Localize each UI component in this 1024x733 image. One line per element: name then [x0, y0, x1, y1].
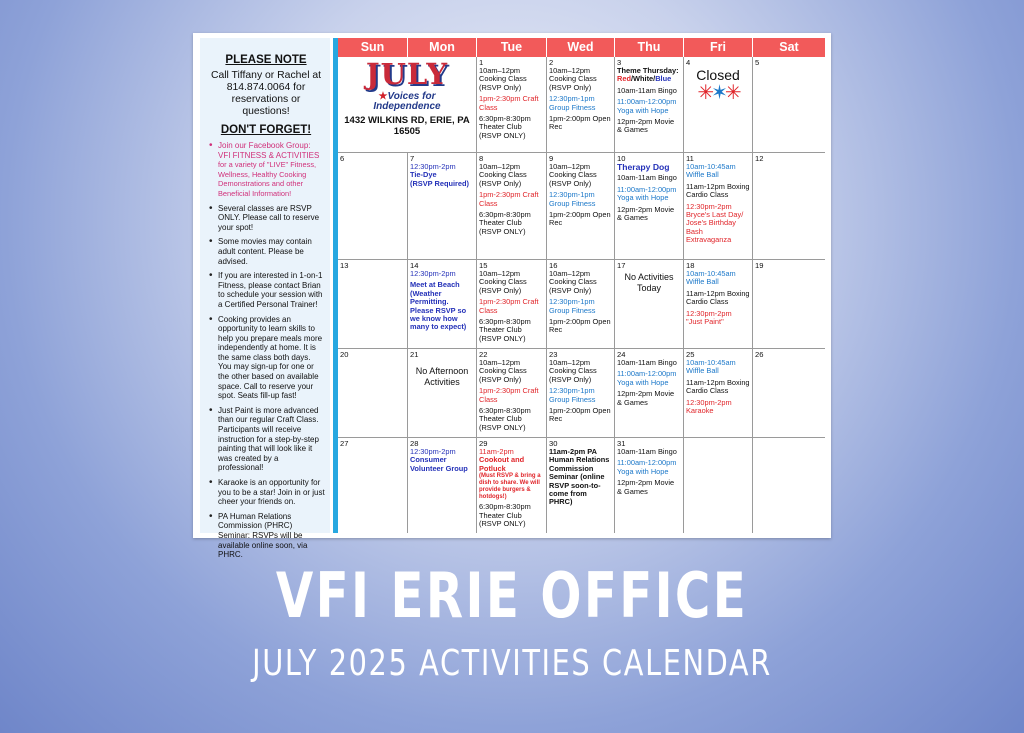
theme-label: Theme Thursday: — [617, 66, 679, 75]
closed-label: Closed — [696, 67, 740, 83]
list-item: • Cooking provides an opportunity to learn skills to help you prepare meals more independently at home. It is the same class both days. You may sign-up for one or the other based on available space. Call to reserve your spot. Seats fill-up fast! — [218, 315, 325, 401]
event: 12:30pm-2pm Bryce's Last Day/ Jose's Birthday Bash Extravaganza — [686, 201, 744, 245]
event: 10am-10:45am Wiffle Ball — [686, 162, 736, 180]
day-cell-29 — [477, 438, 547, 533]
event: 11:00am-12:00pm Yoga with Hope — [617, 97, 677, 115]
day-number: 27 — [340, 439, 349, 448]
event: 12:30pm-2pm Karaoke — [686, 397, 732, 416]
event: 12pm-2pm Movie & Games — [617, 389, 675, 407]
day-cell-4 — [684, 57, 753, 153]
day-number: 28 — [410, 439, 419, 448]
day-number: 10 — [617, 154, 626, 163]
event: 10am-11am Bingo — [617, 85, 677, 95]
event-time: 12:30pm-2pm — [410, 162, 456, 171]
address: 1432 WILKINS RD, ERIE, PA 16505 — [344, 115, 470, 137]
day-cell-10 — [615, 153, 684, 260]
day-number: 17 — [617, 261, 626, 270]
day-cell-18 — [684, 260, 753, 349]
day-cell-23 — [547, 349, 615, 438]
day-number: 9 — [549, 154, 554, 163]
day-cell-27 — [338, 438, 408, 533]
list-item: • Several classes are RSVP ONLY. Please call to reserve your spot! — [218, 204, 325, 233]
sidebar-notes — [200, 38, 330, 560]
day-number: 30 — [549, 439, 558, 448]
header-thu: Thu — [615, 38, 684, 57]
event: 10am-11am Bingo — [617, 173, 677, 183]
event-note: (Must RSVP & bring a dish to share. We will provide burgers & hotdogs!) — [479, 473, 541, 500]
day-number: 26 — [755, 350, 764, 359]
event: 10am–12pm Cooking Class (RSVP Only) — [479, 162, 527, 188]
header-fri: Fri — [684, 38, 753, 57]
day-number: 13 — [340, 261, 349, 270]
event: 6:30pm-8:30pm Theater Club (RSVP ONLY) — [479, 502, 531, 529]
no-afternoon-note: No Afternoon Activities — [415, 366, 469, 387]
event: 1pm-2:30pm Craft Class — [479, 190, 539, 208]
day-cell-24 — [615, 349, 684, 438]
day-number: 22 — [479, 350, 488, 359]
event: Meet at Beach (Weather Permitting. Please RSVP so we know how many to expect) — [410, 280, 467, 332]
day-number: 7 — [410, 154, 415, 163]
day-number: 4 — [686, 58, 691, 67]
day-cell-8 — [477, 153, 547, 260]
day-number: 2 — [549, 58, 554, 67]
event: 1pm-2:00pm Open Rec — [549, 317, 611, 335]
list-item: • Karaoke is an opportunity for you to be a star! Join in or just cheer your friends on. — [218, 478, 325, 507]
empty-cell — [753, 438, 825, 533]
day-number: 11 — [686, 154, 694, 163]
header-sat: Sat — [753, 38, 825, 57]
day-number: 31 — [617, 439, 626, 448]
day-cell-7 — [408, 153, 477, 260]
day-cell-2 — [547, 57, 615, 153]
list-item: • Some movies may contain adult content. Please be advised. — [218, 237, 325, 266]
day-number: 1 — [479, 58, 484, 67]
event: 10am-11am Bingo — [617, 358, 677, 367]
header-wed: Wed — [547, 38, 615, 57]
theme-thursday — [617, 67, 681, 84]
month-title-cell — [338, 57, 477, 153]
therapy-dog-title: Therapy Dog — [617, 162, 670, 172]
day-cell-1 — [477, 57, 547, 153]
event: Tie-Dye — [410, 170, 437, 180]
event: 1pm-2:30pm Craft Class — [479, 297, 539, 315]
page-title: VFI ERIE OFFICE — [275, 559, 749, 632]
event-time: 12:30pm-2pm — [686, 308, 732, 318]
day-number: 15 — [479, 261, 488, 270]
event: 6:30pm-8:30pm Theater Club (RSVP ONLY) — [479, 406, 531, 432]
event: 10am–12pm Cooking Class (RSVP Only) — [479, 358, 527, 384]
day-number: 24 — [617, 350, 626, 359]
event: 1pm-2:00pm Open Rec — [549, 210, 611, 228]
event: 11:00am-12:00pm Yoga with Hope — [617, 458, 677, 476]
list-item: • PA Human Relations Commission (PHRC) Seminar: RSVPs will be available online soon, via PHRC. — [218, 512, 325, 560]
day-cell-6 — [338, 153, 408, 260]
event: 12:30pm-1pm Group Fitness — [549, 297, 596, 315]
event: 10am–12pm Cooking Class (RSVP Only) — [549, 269, 597, 295]
day-cell-28 — [408, 438, 477, 533]
event: 10am–12pm Cooking Class (RSVP Only) — [479, 66, 527, 92]
day-cell-15 — [477, 260, 547, 349]
day-number: 3 — [617, 58, 622, 67]
org-name-line2: Independence — [373, 101, 441, 112]
event-time: 12:30pm-2pm — [410, 447, 456, 456]
event-time: 12:30pm-2pm — [410, 269, 456, 278]
july-title: JULY — [365, 57, 449, 91]
calendar-card — [193, 33, 831, 560]
day-cell-20 — [338, 349, 408, 438]
event: 12pm-2pm Movie & Games — [617, 117, 675, 135]
list-item: • If you are interested in 1-on-1 Fitness, please contact Brian to schedule your session with a Certified Personal Trainer! — [218, 271, 325, 309]
reminder-list — [207, 141, 325, 560]
day-cell-19 — [753, 260, 825, 349]
no-activities-note: No Activities Today — [624, 272, 674, 293]
org-name-line1: Voices for — [387, 91, 436, 102]
day-cell-21 — [408, 349, 477, 438]
day-cell-12 — [753, 153, 825, 260]
event: 10am-11am Bingo — [617, 447, 677, 456]
day-number: 25 — [686, 350, 695, 359]
day-cell-9 — [547, 153, 615, 260]
event: 10am–12pm Cooking Class (RSVP Only) — [479, 269, 527, 295]
header-sun: Sun — [338, 38, 408, 57]
event: 6:30pm-8:30pm Theater Club (RSVP ONLY) — [479, 210, 531, 236]
event: Consumer Volunteer Group — [410, 455, 468, 473]
day-cell-14 — [408, 260, 477, 349]
day-number: 12 — [755, 154, 764, 163]
day-cell-22 — [477, 349, 547, 438]
please-note-heading: PLEASE NOTE — [225, 54, 307, 66]
event: Cookout and Potluck — [479, 455, 525, 473]
day-number: 16 — [549, 261, 558, 270]
event: 10am-10:45am Wiffle Ball — [686, 269, 736, 287]
event: 11am-2pm PA Human Relations Commission Seminar (online RSVP soon-to-come from PHRC) — [549, 447, 610, 507]
day-cell-26 — [753, 349, 825, 438]
event-note: (RSVP Required) — [410, 178, 469, 188]
event: 1pm-2:00pm Open Rec — [549, 406, 611, 424]
event: 11am-12pm Boxing Cardio Class — [686, 377, 750, 396]
please-note-text: Call Tiffany or Rachel at 814.874.0064 for reservations or questions! — [210, 70, 322, 117]
event: "Just Paint" — [686, 317, 724, 327]
day-cell-13 — [338, 260, 408, 349]
event: 10am-10:45am Wiffle Ball — [686, 358, 736, 376]
star-icon: ★ — [378, 91, 388, 102]
vfi-logo — [340, 92, 474, 112]
day-number: 21 — [410, 350, 419, 359]
event: 1pm-2:30pm Craft Class — [479, 94, 539, 112]
event-time: 11am-2pm — [479, 447, 514, 456]
day-number: 19 — [755, 261, 764, 270]
day-number: 5 — [755, 58, 760, 67]
event: 11am-12pm Boxing Cardio Class — [686, 288, 750, 307]
theme-red: Red — [617, 74, 631, 84]
event: 6:30pm-8:30pm Theater Club (RSVP ONLY) — [479, 114, 531, 140]
event: 12pm-2pm Movie & Games — [617, 204, 675, 223]
day-number: 8 — [479, 154, 484, 163]
event: 1pm-2:00pm Open Rec — [549, 114, 611, 132]
day-cell-25 — [684, 349, 753, 438]
page-subtitle: JULY 2025 ACTIVITIES CALENDAR — [252, 643, 772, 684]
theme-white: /White/ — [630, 74, 656, 84]
day-cell-16 — [547, 260, 615, 349]
theme-blue: Blue — [655, 74, 672, 84]
event: 6:30pm-8:30pm Theater Club (RSVP ONLY) — [479, 317, 531, 343]
event: 11:00am-12:00pm Yoga with Hope — [617, 184, 677, 203]
event: 12:30pm-1pm Group Fitness — [549, 386, 596, 404]
event: 12:30pm-1pm Group Fitness — [549, 190, 596, 208]
header-mon: Mon — [408, 38, 477, 57]
event: 12:30pm-1pm Group Fitness — [549, 94, 596, 112]
day-cell-3 — [615, 57, 684, 153]
event: 10am–12pm Cooking Class (RSVP Only) — [549, 358, 597, 384]
event: 1pm-2:30pm Craft Class — [479, 386, 539, 404]
event: 11:00am-12:00pm Yoga with Hope — [617, 369, 677, 387]
dont-forget-heading: DON'T FORGET! — [220, 124, 312, 136]
list-item — [218, 141, 325, 199]
empty-cell — [684, 438, 753, 533]
day-cell-5 — [753, 57, 825, 153]
month-grid — [338, 38, 825, 533]
event: 12pm-2pm Movie & Games — [617, 478, 675, 496]
day-number: 18 — [686, 261, 695, 270]
day-cell-31 — [615, 438, 684, 533]
event: 10am–12pm Cooking Class (RSVP Only) — [549, 66, 597, 92]
event: 11am-12pm Boxing Cardio Class — [686, 181, 750, 200]
day-number: 20 — [340, 350, 349, 359]
day-number: 29 — [479, 439, 488, 448]
day-cell-17 — [615, 260, 684, 349]
day-cell-11 — [684, 153, 753, 260]
list-item: • Just Paint is more advanced than our regular Craft Class. Participants will receive instruction for a step-by-step painting that will look like it was created by a professional! — [218, 406, 325, 473]
header-tue: Tue — [477, 38, 547, 57]
fireworks-icon: ✳✶✳ — [697, 82, 739, 105]
facebook-group-detail: for a variety of "LIVE" Fitness, Wellness, Healthy Cooking Demonstrations and other Beneficial Information! — [218, 160, 317, 198]
facebook-group-text: Join our Facebook Group: VFI FITNESS & ACTIVITIES — [218, 141, 320, 160]
event: 10am–12pm Cooking Class (RSVP Only) — [549, 162, 597, 188]
day-number: 14 — [410, 261, 419, 270]
day-number: 23 — [549, 350, 558, 359]
day-number: 6 — [340, 154, 345, 163]
day-cell-30 — [547, 438, 615, 533]
